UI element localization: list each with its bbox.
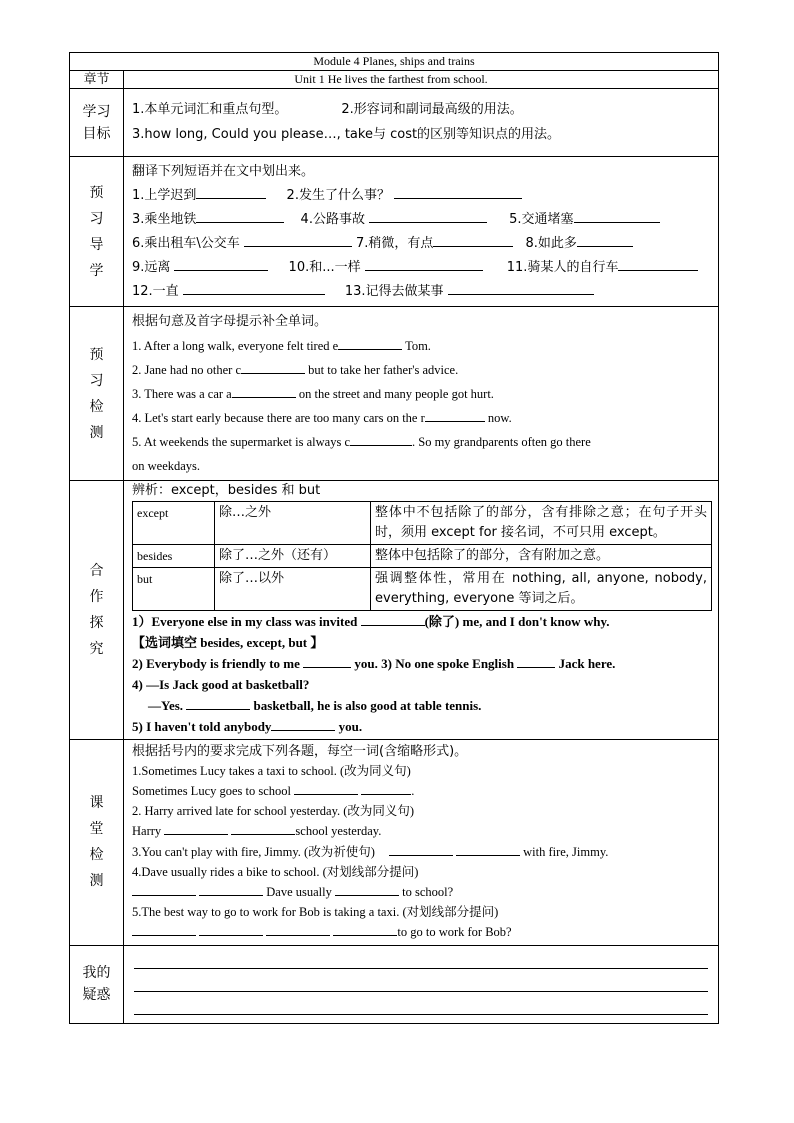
check-content: 根据句意及首字母提示补全单词。 1. After a long walk, everyone felt tired e Tom. 2. Jane had no other c but to take her father's advice. 3. There was a car a on the street and many people got hurt. 4. Let's start early because there are too many cars on the r now. 5. At weekends the supermarket is always c . So my grandparents often go there on weekdays. [124, 307, 719, 481]
classcheck-intro: 根据括号内的要求完成下列各题，每空一词(含缩略形式)。 [132, 744, 468, 759]
objective-3: 3.how long, Could you please…, take与 cost的区别等知识点的用法。 [132, 127, 561, 142]
phrase-item: 2.发生了什么事？ [286, 188, 390, 203]
objective-2: 2.形容词和副词最高级的用法。 [341, 102, 523, 117]
answer-line[interactable] [134, 969, 708, 992]
phrase-item: 6.乘出租车\公交车 [132, 236, 240, 251]
module-title: Module 4 Planes, ships and trains [70, 53, 719, 71]
word-cell: but [133, 568, 215, 611]
phrase-item: 13.记得去做某事 [344, 284, 444, 299]
worksheet-table [69, 52, 719, 1024]
classcheck-label: 课堂检测 [70, 740, 124, 946]
phrase-item: 8.如此多 [525, 236, 577, 251]
choice-prompt: 【选词填空 besides, except, but 】 [132, 635, 324, 650]
coop-intro: 辨析：except，besides 和 but [132, 483, 321, 498]
coop-label: 合作探究 [70, 481, 124, 740]
desc-cell: 强调整体性，常用在 nothing, all, anyone, nobody, everything, everyone 等词之后。 [371, 568, 712, 611]
coop-content: 辨析：except，besides 和 but except 除…之外 整体中不包括除了的部分，含有排除之意；在句子开头时，须用 except for 接名词，不可只用 except。 besides 除了…之外（还有） 整体中包括除了的部分，含有附加之意。 but 除了…以外 强调整体性，常用在 nothing, all, anyone, nobody, everything, everyone 等词之后。 1）Everyone else in my class was invited (除了) me, and I don't know why. 【选词填空 besides, except, but 】 2) Everybody is friendly to me you. 3) No one spoke English Jack here. 4) —Is Jack good at basketball? —Yes. basketball, he is also good at table tennis. 5) I haven't told anybody you. [124, 481, 719, 740]
phrase-item: 3.乘坐地铁 [132, 212, 197, 227]
phrase-item: 9.远离 [132, 260, 171, 275]
unit-title: Unit 1 He lives the farthest from school. [124, 71, 719, 89]
meaning-cell: 除了…以外 [215, 568, 371, 611]
desc-cell: 整体中不包括除了的部分，含有排除之意；在句子开头时，须用 except for 接名词，不可只用 except。 [371, 502, 712, 545]
phrase-item: 10.和...一样 [288, 260, 361, 275]
doubt-label: 我的疑惑 [70, 945, 124, 1023]
phrase-item: 1.上学迟到 [132, 188, 197, 203]
check-label: 预习检测 [70, 307, 124, 481]
preview-label: 预习导学 [70, 157, 124, 307]
objectives-label: 学习目标 [70, 89, 124, 157]
preview-content [124, 157, 719, 307]
phrase-item: 11.骑某人的自行车 [506, 260, 619, 275]
phrase-item: 4.公路事故 [300, 212, 365, 227]
objectives-content [124, 89, 719, 157]
desc-cell: 整体中包括除了的部分，含有附加之意。 [371, 545, 712, 568]
meaning-cell: 除…之外 [215, 502, 371, 545]
answer-line[interactable] [134, 946, 708, 969]
phrase-item: 7.稍微，有点 [355, 236, 434, 251]
chapter-label: 章节 [70, 71, 124, 89]
doubt-content [124, 945, 719, 1023]
word-cell: besides [133, 545, 215, 568]
phrase-item: 12.一直 [132, 284, 179, 299]
word-cell: except [133, 502, 215, 545]
check-intro: 根据句意及首字母提示补全单词。 [132, 314, 328, 329]
phrase-item: 5.交通堵塞 [509, 212, 574, 227]
classcheck-content: 根据括号内的要求完成下列各题，每空一词(含缩略形式)。 1.Sometimes Lucy takes a taxi to school. (改为同义句) Sometimes Lucy goes to school . 2. Harry arrived late for school yesterday. (改为同义句) Harry school yesterday. 3.You can't play with fire, Jimmy. (改为祈使句) with fire, Jimmy. 4.Dave usually rides a bike to school. (对划线部分提问) Dave usually to school? 5.The best way to go to work for Bob is taking a taxi. (对划线部分提问) to go to work for Bob? [124, 740, 719, 946]
answer-line[interactable] [134, 992, 708, 1015]
preview-intro: 翻译下列短语并在文中划出来。 [132, 164, 315, 179]
meaning-cell: 除了…之外（还有） [215, 545, 371, 568]
comparison-table [132, 501, 712, 611]
worksheet [69, 52, 718, 1024]
objective-1: 1.本单元词汇和重点句型。 [132, 102, 288, 117]
